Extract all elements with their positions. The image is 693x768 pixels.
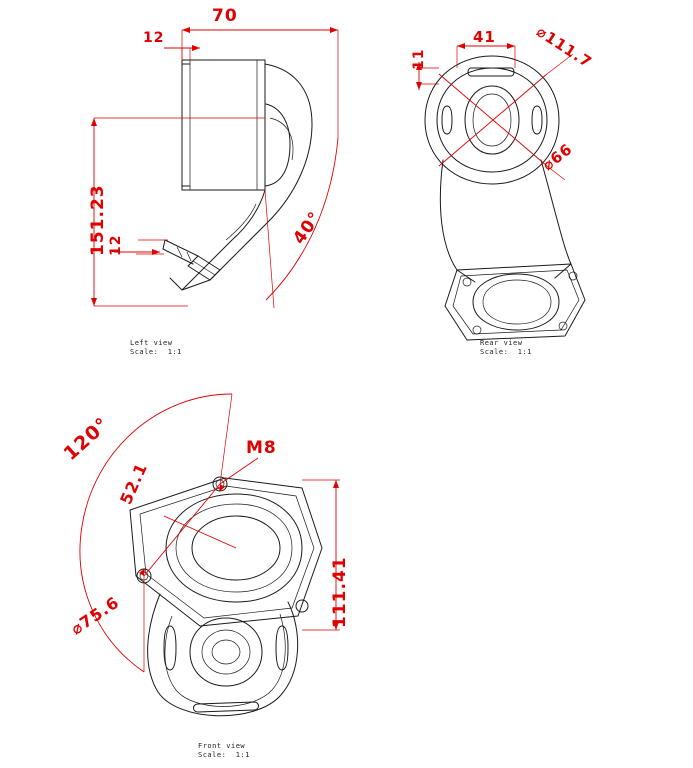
dim-rear-d66: ⌀66	[538, 139, 576, 175]
view-rear-geometry	[395, 20, 665, 350]
caption-left-name: Left view	[130, 339, 173, 347]
dim-left-151: 151.23	[88, 184, 108, 256]
dim-left-12-top: 12	[143, 30, 165, 46]
dim-rear-11: 11	[411, 48, 427, 70]
dim-left-40: 40°	[289, 207, 326, 249]
dim-rear-41: 41	[473, 28, 496, 46]
dim-front-111: 111.41	[330, 556, 350, 628]
view-left-geometry	[60, 8, 360, 358]
view-left	[60, 8, 360, 358]
dim-front-m8: M8	[246, 438, 277, 458]
caption-left-scale: Scale: 1:1	[130, 348, 182, 356]
caption-front-scale: Scale: 1:1	[198, 751, 250, 759]
view-front	[40, 380, 370, 740]
caption-left-view	[130, 339, 172, 348]
view-rear	[395, 20, 665, 350]
caption-rear-view: Rear view	[480, 339, 523, 347]
dim-left-12-mid: 12	[108, 234, 124, 256]
dim-left-70: 70	[212, 6, 238, 26]
dim-front-120: 120°	[59, 413, 114, 465]
caption-front-view: Front view	[198, 742, 246, 750]
dim-front-52: 52.1	[116, 459, 152, 508]
caption-rear-scale: Scale: 1:1	[480, 348, 532, 356]
dim-rear-d111: ⌀111.7	[533, 22, 596, 72]
dim-front-d75: ⌀75.6	[67, 592, 123, 639]
